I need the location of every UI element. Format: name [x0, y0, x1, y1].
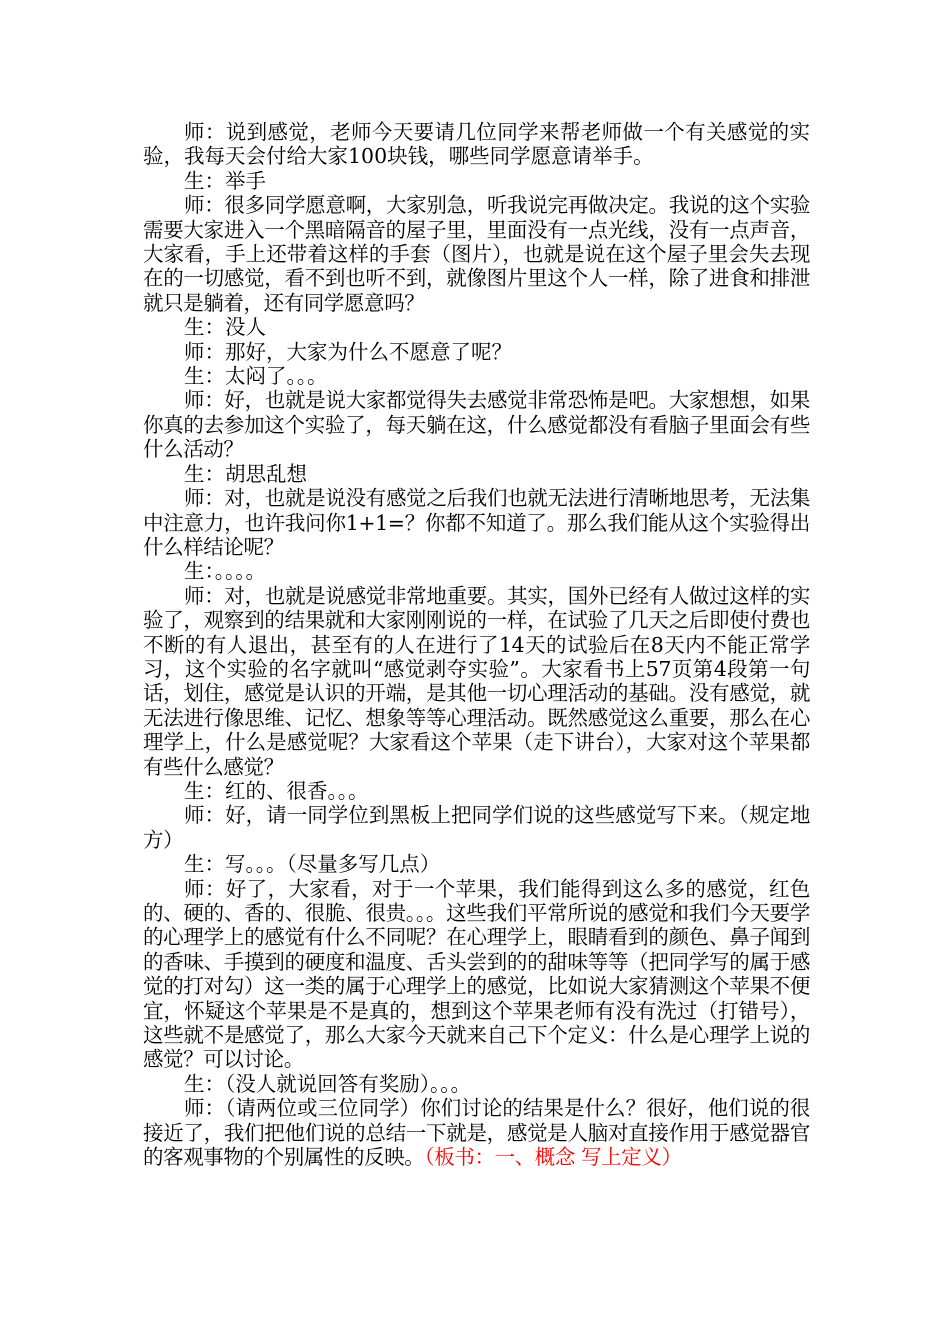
- student-line: 生：（没人就说回答有奖励）。。。: [184, 1071, 471, 1096]
- teacher-line: 师：对，也就是说没有感觉之后我们也就无法进行清晰地思考，无法集中注意力，也许我问你1+1=？你都不知道了。那么我们能从这个实验得出什么样结论呢？: [143, 486, 810, 559]
- teacher-line: 师：对，也就是说感觉非常地重要。其实，国外已经有人做过这样的实验了，观察到的结果就和大家刚刚说的一样，在试验了几天之后即使付费也不断的有人退出，甚至有的人在进行了14天的试验后在8天内不能正常学习，这个实验的名字就叫“感觉剥夺实验”。大家看书上57页第4段第一句话，划住，感觉是认识的开端，是其他一切心理活动的基础。没有感觉，就无法进行像思维、记忆、想象等等心理活动。既然感觉这么重要，那么在心理学上，什么是感觉呢？大家看这个苹果（走下讲台），大家对这个苹果都有些什么感觉？: [143, 583, 810, 779]
- student-line: 生：写。。。（尽量多写几点）: [184, 852, 441, 877]
- student-line: 生：。。。。: [184, 559, 266, 584]
- teacher-line: 师：好，请一同学位到黑板上把同学们说的这些感觉写下来。（规定地方）: [143, 803, 810, 852]
- teacher-line: 师：好，也就是说大家都觉得失去感觉非常恐怖是吧。大家想想，如果你真的去参加这个实验了，每天躺在这，什么感觉都没有看脑子里面会有些什么活动？: [143, 388, 810, 462]
- student-line: 生：举手: [184, 168, 266, 193]
- student-line: 生：太闷了。。。: [184, 364, 328, 389]
- teacher-line: 师：好了，大家看，对于一个苹果，我们能得到这么多的感觉，红色的、硬的、香的、很脆、很贵。。。这些我们平常所说的感觉和我们今天要学的心理学上的感觉有什么不同呢？在心理学上，眼睛看到的颜色、鼻子闻到的香味、手摸到的硬度和温度、舌头尝到的的甜味等等（把同学写的属于感觉的打对勾）这一类的属于心理学上的感觉，比如说大家猜测这个苹果不便宜，怀疑这个苹果是不是真的，想到这个苹果老师有没有洗过（打错号），这些就不是感觉了，那么大家今天就来自己下个定义：什么是心理学上说的感觉？可以讨论。: [143, 876, 810, 1072]
- teacher-line: 师：那好，大家为什么不愿意了呢？: [184, 339, 512, 364]
- teacher-line: [143, 1096, 810, 1169]
- student-line: 生：没人: [184, 315, 266, 340]
- teacher-line-text: 师：（请两位或三位同学）你们讨论的结果是什么？很好，他们说的很接近了，我们把他们说的总结一下就是，感觉是人脑对直接作用于感觉器官的客观事物的个别属性的反映。: [143, 1096, 810, 1170]
- student-line: 生：红的、很香。。。: [184, 778, 369, 803]
- teacher-line: 师：很多同学愿意啊，大家别急，听我说完再做决定。我说的这个实验需要大家进入一个黑暗隔音的屋子里，里面没有一点光线，没有一点声音，大家看，手上还带着这样的手套（图片），也就是说在这个屋子里会失去现在的一切感觉，看不到也听不到，就像图片里这个人一样，除了进食和排泄就只是躺着，还有同学愿意吗？: [143, 193, 810, 315]
- lesson-transcript: [143, 120, 810, 1169]
- teacher-line: 师：说到感觉，老师今天要请几位同学来帮老师做一个有关感觉的实验，我每天会付给大家100块钱，哪些同学愿意请举手。: [143, 120, 810, 169]
- blackboard-note: （板书：一、概念 写上定义）: [424, 1145, 682, 1170]
- student-line: 生：胡思乱想: [184, 461, 307, 486]
